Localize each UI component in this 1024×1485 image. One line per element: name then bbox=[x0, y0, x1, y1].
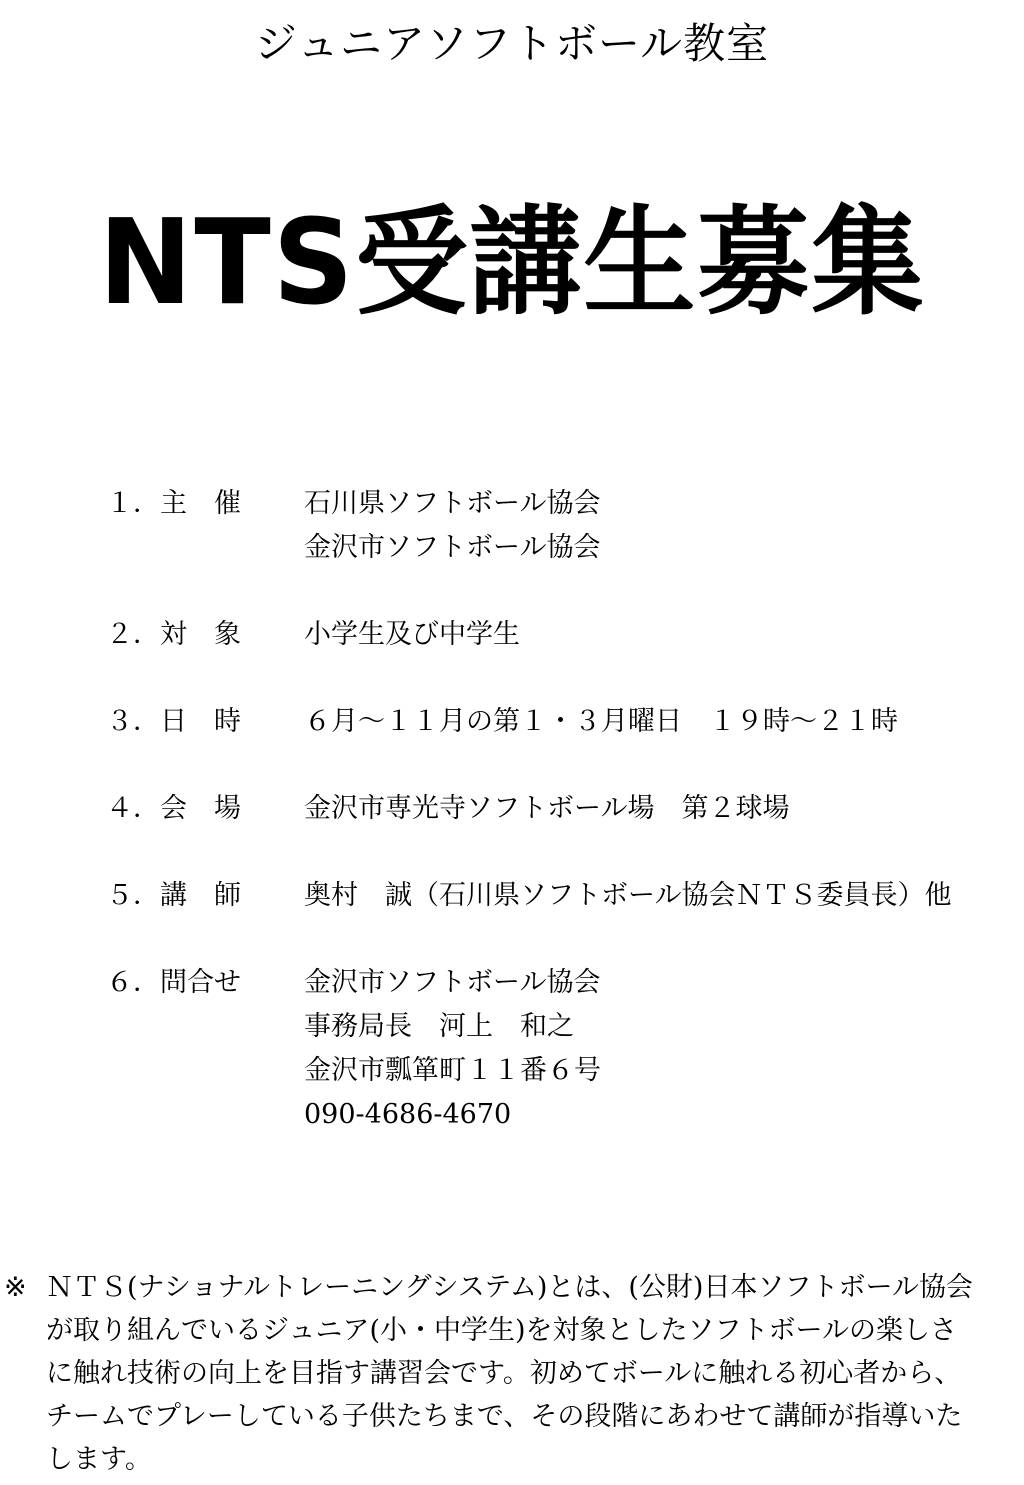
item-value: 金沢市ソフトボール協会 bbox=[304, 967, 601, 998]
item-value: 金沢市ソフトボール協会 bbox=[304, 532, 601, 563]
note-line: ＮＴＳ(ナショナルトレーニングシステム)とは、(公財)日本ソフトボール協会 bbox=[46, 1272, 973, 1303]
contact-phone: 090-4686-4670 bbox=[304, 1099, 512, 1130]
note-text bbox=[46, 1266, 1024, 1481]
item-label: ３．日 時 bbox=[106, 706, 241, 737]
item-values bbox=[304, 787, 1024, 831]
item-values bbox=[304, 961, 1024, 1137]
item-values bbox=[304, 613, 1024, 657]
note-line: に触れ技術の向上を目指す講習会です。初めてボールに触れる初心者から、 bbox=[46, 1358, 962, 1389]
note-line: が取り組んでいるジュニア(小・中学生)を対象としたソフトボールの楽しさ bbox=[46, 1315, 957, 1346]
item-value: 金沢市専光寺ソフトボール場 第２球場 bbox=[304, 793, 790, 824]
item-value: 石川県ソフトボール協会 bbox=[304, 488, 601, 519]
item-label: ５．講 師 bbox=[106, 880, 241, 911]
page-headline: NTS受講生募集 bbox=[98, 194, 926, 332]
item-label: ４．会 場 bbox=[106, 793, 241, 824]
item-value: 金沢市瓢箪町１１番６号 bbox=[304, 1055, 601, 1086]
item-label: ６．問合せ bbox=[106, 967, 241, 998]
item-values bbox=[304, 700, 1024, 744]
item-value: 奥村 誠（石川県ソフトボール協会ＮＴＳ委員長）他 bbox=[304, 880, 952, 911]
item-value: 事務局長 河上 和之 bbox=[304, 1011, 574, 1042]
item-label: ２．対 象 bbox=[106, 619, 241, 650]
item-value: 小学生及び中学生 bbox=[304, 619, 520, 650]
item-label: １．主 催 bbox=[106, 488, 241, 519]
item-values bbox=[304, 482, 1024, 570]
note-mark: ※ bbox=[4, 1272, 27, 1303]
note-line: します。 bbox=[46, 1444, 152, 1475]
item-values bbox=[304, 874, 1024, 918]
note-line: チームでプレーしている子供たちまで、その段階にあわせて講師が指導いた bbox=[46, 1401, 963, 1432]
page-subtitle: ジュニアソフトボール教室 bbox=[254, 19, 770, 68]
item-value: ６月～１１月の第１・３月曜日 １９時～２１時 bbox=[304, 706, 898, 737]
